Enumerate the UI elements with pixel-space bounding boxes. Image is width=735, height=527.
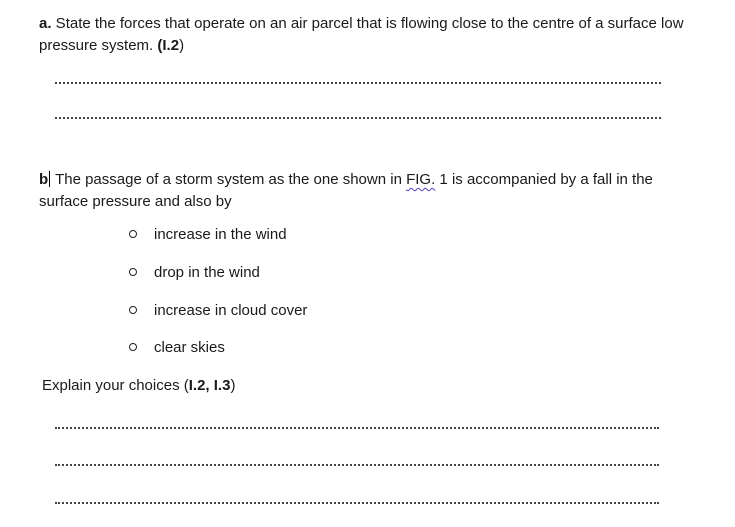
question-a-marks-close: )	[179, 37, 185, 54]
explain-text: Explain your choices (	[42, 377, 189, 394]
question-b-label: b	[39, 171, 49, 188]
answer-line-a-2[interactable]	[55, 117, 661, 119]
option-label: increase in the wind	[154, 226, 287, 243]
explain-prompt	[42, 375, 235, 397]
explain-marks: I.2, I.3	[188, 377, 231, 394]
option-increase-in-wind[interactable]	[125, 224, 287, 246]
answer-line-b-1[interactable]	[55, 427, 659, 429]
question-a-marks: (I.2	[157, 37, 180, 54]
figure-reference: FIG.	[406, 171, 436, 188]
question-b-body-end: 1 is accompanied by a fall in the surface pressure and also by	[39, 171, 653, 210]
explain-close: )	[230, 377, 236, 394]
option-label: drop in the wind	[154, 264, 260, 281]
answer-line-b-2[interactable]	[55, 464, 659, 466]
question-a-label: a.	[39, 15, 52, 32]
answer-line-b-3[interactable]	[55, 502, 659, 504]
option-label: clear skies	[154, 339, 225, 356]
option-drop-in-wind[interactable]	[125, 262, 260, 284]
circle-bullet-icon	[129, 306, 137, 314]
question-a-text	[39, 13, 699, 57]
question-b-body-start: The passage of a storm system as the one shown in	[51, 171, 407, 188]
question-b-text	[39, 169, 699, 213]
circle-bullet-icon	[129, 230, 137, 238]
question-a-body: State the forces that operate on an air parcel that is flowing close to the centre of a surface low pressure system.	[39, 15, 684, 54]
option-clear-skies[interactable]	[125, 337, 225, 359]
option-increase-cloud-cover[interactable]	[125, 300, 307, 322]
answer-line-a-1[interactable]	[55, 82, 661, 84]
circle-bullet-icon	[129, 268, 137, 276]
option-label: increase in cloud cover	[154, 302, 308, 319]
circle-bullet-icon	[129, 343, 137, 351]
